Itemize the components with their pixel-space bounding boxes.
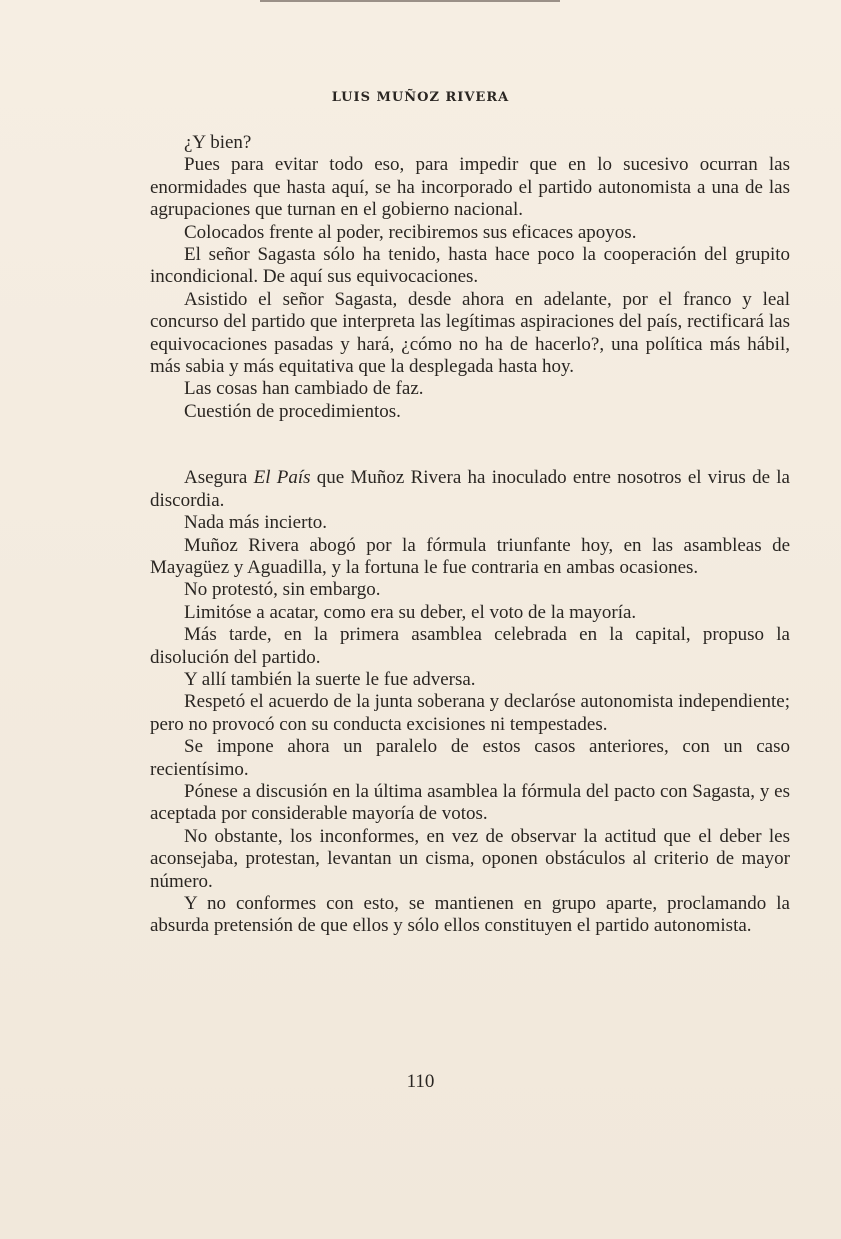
paragraph: Colocados frente al poder, recibiremos sus eficaces apoyos.	[184, 221, 637, 243]
paragraph: Pues para evitar todo eso, para impedir que en lo sucesivo ocurran las enormidades que hasta aquí, se ha incorporado el partido autonomista a una de las agrupaciones que turnan en el gobierno nacional.	[150, 154, 790, 221]
page-number: 110	[406, 1071, 435, 1092]
paragraph: ¿Y bien?	[184, 132, 252, 153]
newspaper-title: El País	[253, 467, 311, 489]
paragraph: Cuestión de procedimientos.	[184, 400, 401, 422]
paragraph: Pónese a discusión en la última asamblea la fórmula del pacto con Sagasta, y es aceptada por considerable mayoría de votos.	[150, 780, 790, 825]
paragraph: Asistido el señor Sagasta, desde ahora en adelante, por el franco y leal concurso del partido que interpreta las legítimas aspiraciones del país, rectificará las equivocaciones pasadas y hará, ¿cómo no ha de hacerlo?, una política más hábil, más sabia y más equitativa que la desplegada hasta hoy.	[150, 288, 790, 378]
paragraph: Se impone ahora un paralelo de estos casos anteriores, con un caso recientísimo.	[150, 736, 790, 780]
body-text	[150, 132, 790, 938]
paragraph-text: Asegura	[184, 467, 254, 489]
paragraph-text: que Muñoz Rivera ha inoculado entre nosotros el virus de la discordia.	[150, 467, 790, 511]
paragraph: Limitóse a acatar, como era su deber, el voto de la mayoría.	[184, 601, 637, 623]
top-edge-rule	[260, 0, 560, 2]
paragraph: No protestó, sin embargo.	[184, 579, 381, 601]
paragraph: Las cosas han cambiado de faz.	[184, 378, 424, 400]
paragraph: Y no conformes con esto, se mantienen en grupo aparte, proclamando la absurda pretensión de que ellos y sólo ellos constituyen el partido autonomista.	[150, 893, 790, 937]
paragraph	[150, 467, 790, 512]
paragraph: Y allí también la suerte le fue adversa.	[184, 668, 476, 690]
paragraph: No obstante, los inconformes, en vez de observar la actitud que el deber les aconsejaba, protestan, levantan un cisma, oponen obstáculos al criterio de mayor número.	[150, 825, 790, 892]
paragraph: Respetó el acuerdo de la junta soberana y declaróse autonomista independiente; pero no provocó con su conducta excisiones ni tempestades.	[150, 691, 790, 735]
paragraph: Más tarde, en la primera asamblea celebrada en la capital, propuso la disolución del partido.	[150, 624, 790, 668]
paragraph: El señor Sagasta sólo ha tenido, hasta hace poco la cooperación del grupito incondicional. De aquí sus equivocaciones.	[150, 244, 790, 288]
section-break	[150, 423, 790, 467]
running-head: LUIS MUÑOZ RIVERA	[331, 90, 510, 105]
paragraph: Nada más incierto.	[184, 512, 327, 534]
paragraph: Muñoz Rivera abogó por la fórmula triunfante hoy, en las asambleas de Mayagüez y Aguadilla, y la fortuna le fue contraria en ambas ocasiones.	[150, 534, 790, 578]
